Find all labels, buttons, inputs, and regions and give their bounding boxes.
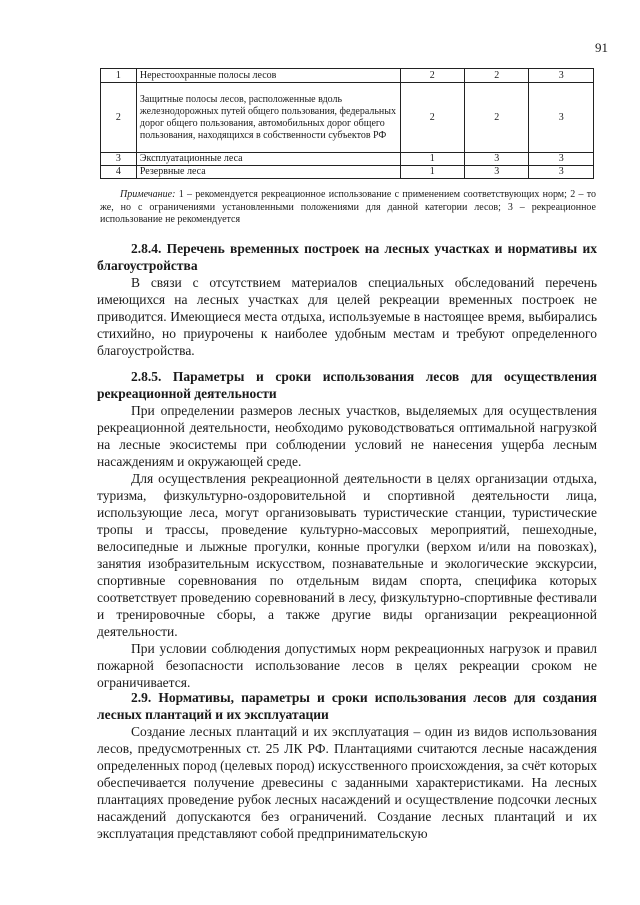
table-cell-value: 3	[529, 83, 594, 153]
table-note	[100, 189, 596, 227]
table-cell-value: 3	[529, 69, 594, 83]
note-label: Примечание:	[120, 189, 176, 200]
note-text: 1 – рекомендуется рекреационное использование с применением соответствующих норм; 2 – то же, но с ограничениями установленными положениями для данной категории лесов; 3 – рекреационное использование не рекомендуется	[100, 189, 596, 225]
paragraph: При условии соблюдения допустимых норм рекреационных нагрузок и правил пожарной безопасности использование лесов в целях рекреации сроком не ограничивается.	[97, 641, 597, 690]
table-cell-value: 3	[464, 166, 528, 179]
recreation-table	[100, 68, 594, 179]
paragraph: Создание лесных плантаций и их эксплуатация – один из видов использования лесов, предусмотренных ст. 25 ЛК РФ. Плантациями считаются лесные насаждения определенных пород (целевых пород) искусственного происхождения, за счёт которых обеспечивается получение древесины с заданными характеристиками. На лесных плантациях проведение рубок лесных насаждений и осуществление подсочки лесных насаждений допускаются без ограничений. Создание лесных плантаций и их эксплуатация представляют собой предпринимательскую	[97, 724, 597, 841]
table-cell-number: 4	[101, 166, 137, 179]
page-number: 91	[595, 40, 608, 55]
paragraph: Для осуществления рекреационной деятельности в целях организации отдыха, туризма, физкультурно-оздоровительной и спортивной деятельности лица, использующие леса, могут организовывать туристические станции, туристические тропы и трассы, проведение культурно-массовых мероприятий, пешеходные, велосипедные и лыжные прогулки, конные прогулки (верхом и/или на повозках), занятия изобразительным искусством, познавательные и экологические экскурсии, спортивные соревнования по отдельным видам спорта, специфика которых соответствует проведению соревнований в лесу, физкультурно-спортивные фестивали и тренировочные сборы, а также другие виды организации рекреационной деятельности.	[97, 471, 597, 639]
table-cell-value: 3	[529, 153, 594, 166]
paragraph: При определении размеров лесных участков, выделяемых для осуществления рекреационной деятельности, необходимо руководствоваться оптимальной нагрузкой на лесные экосистемы при соблюдении условий не нанесения ущерба лесным насаждениям и окружающей среде.	[97, 403, 597, 469]
table-cell-value: 2	[400, 69, 464, 83]
section-heading: 2.8.5. Параметры и сроки использования лесов для осуществления рекреационной деятельности	[97, 369, 597, 401]
table-cell-name: Нерестоохранные полосы лесов	[136, 69, 400, 83]
section-body	[97, 402, 597, 691]
table-row	[101, 83, 594, 153]
section-heading: 2.9. Нормативы, параметры и сроки использования лесов для создания лесных плантаций и их эксплуатации	[97, 690, 597, 722]
table-cell-value: 2	[464, 69, 528, 83]
table-cell-number: 2	[101, 83, 137, 153]
table-cell-value: 1	[400, 153, 464, 166]
section-body	[97, 723, 597, 842]
table-cell-value: 2	[400, 83, 464, 153]
table-cell-number: 1	[101, 69, 137, 83]
paragraph: В связи с отсутствием материалов специальных обследований перечень имеющихся на лесных участках для целей рекреации временных построек не приводится. Имеющиеся места отдыха, используемые в настоящее время, выбирались стихийно, но приурочены к наиболее удобным местам и требуют определенного благоустройства.	[97, 275, 597, 358]
table-cell-name: Защитные полосы лесов, расположенные вдоль железнодорожных путей общего пользования, федеральных дорог общего пользования, автомобильных дорог общего пользования, находящихся в собственности субъектов РФ	[136, 83, 400, 153]
table-cell-name: Эксплуатационные леса	[136, 153, 400, 166]
table-cell-value: 2	[464, 83, 528, 153]
table-row	[101, 69, 594, 83]
section-body	[97, 274, 597, 359]
table-cell-name: Резервные леса	[136, 166, 400, 179]
section-heading: 2.8.4. Перечень временных построек на лесных участках и нормативы их благоустройства	[97, 241, 597, 273]
table-cell-value: 3	[529, 166, 594, 179]
table-row	[101, 153, 594, 166]
table-cell-value: 1	[400, 166, 464, 179]
table-cell-number: 3	[101, 153, 137, 166]
table-row	[101, 166, 594, 179]
table-cell-value: 3	[464, 153, 528, 166]
